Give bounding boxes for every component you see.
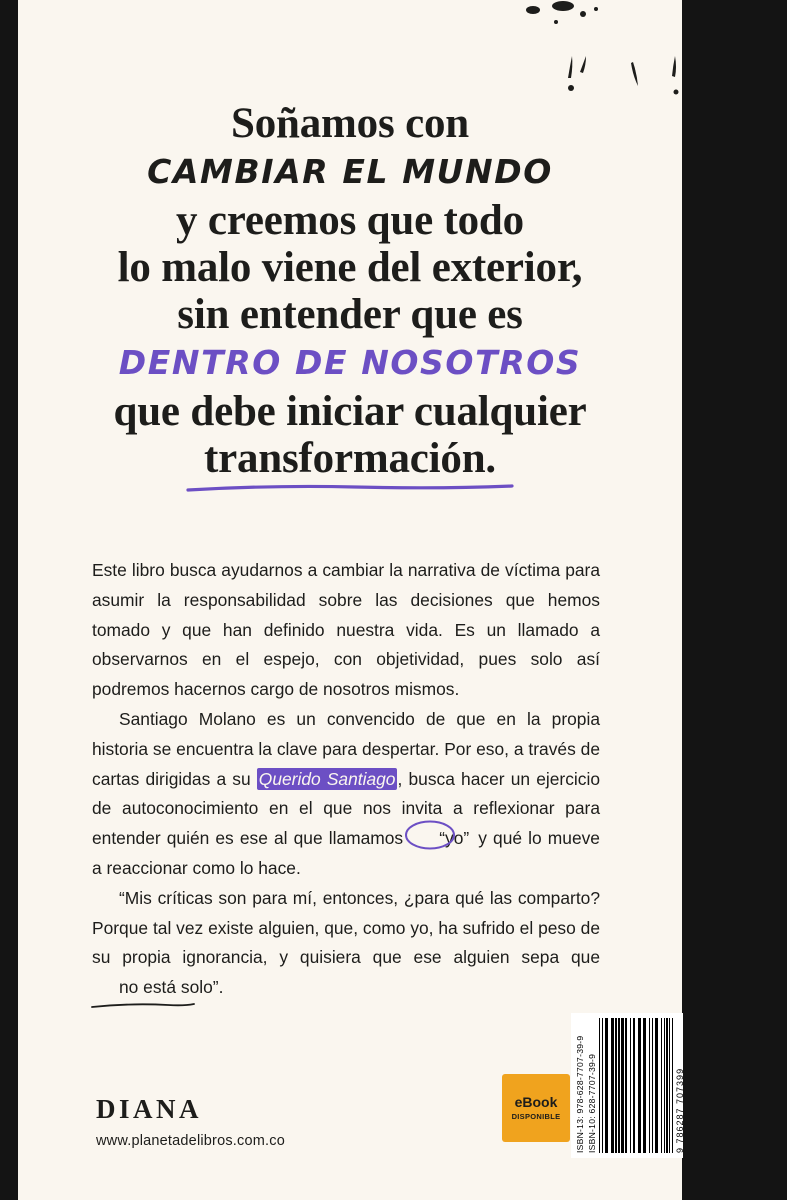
headline-line-3: y creemos que todo	[176, 197, 524, 244]
headline-quote	[18, 100, 682, 493]
barcode-bars-wrap	[599, 1018, 673, 1153]
back-cover-blurb	[92, 556, 600, 1003]
highlighted-book-title: Querido Santiago	[258, 768, 396, 789]
blurb-p2-part-c: y qué lo mueve a reaccionar como lo hace.	[92, 828, 600, 878]
underlined-phrase	[92, 973, 213, 1003]
ebook-available-badge	[502, 1074, 570, 1142]
ebook-badge-title: eBook	[514, 1093, 558, 1110]
hand-drawn-underline-icon	[90, 1002, 196, 1010]
blurb-paragraph-2	[92, 705, 600, 884]
circled-word-yo	[409, 824, 472, 854]
barcode-bars	[599, 1018, 673, 1153]
blurb-p2-part-a: Santiago Molano es un convencido de que en la propia historia se encuentra la clave para despertar. Por eso, a través de cartas dirigidas a su	[92, 708, 600, 789]
blurb-p3-part-a: “Mis críticas son para mí, entonces, ¿para qué las comparto? Porque tal vez existe alguien, que, como yo, ha sufrido el peso de su propia ignorancia, y quisiera que ese alguien sepa que	[92, 887, 600, 968]
headline-underline-stroke	[185, 484, 515, 493]
blurb-p3-part-b: ”.	[212, 977, 224, 998]
blurb-paragraph-1: Este libro busca ayudarnos a cambiar la narrativa de víctima para asumir la responsabilidad sobre las decisiones que hemos tomado y que han definido nuestra vida. Es un llamado a observarnos en el espejo, con objetividad, pues solo así podremos hacernos cargo de nosotros mismos.	[92, 560, 600, 700]
headline-line-5: sin entender que es	[177, 291, 523, 338]
barcode-bar	[672, 1018, 673, 1153]
headline-line-2: CAMBIAR EL MUNDO	[147, 152, 553, 191]
barcode-block	[571, 1013, 683, 1158]
headline-line-1: Soñamos con	[231, 100, 469, 147]
headline-line-4: lo malo viene del exterior,	[117, 244, 583, 291]
isbn-labels	[575, 1018, 599, 1153]
ebook-badge-subtitle: DISPONIBLE	[511, 1112, 561, 1122]
right-edge-strip	[682, 0, 787, 1200]
underlined-phrase-text: no está solo	[119, 977, 213, 998]
left-edge-strip	[0, 0, 18, 1200]
isbn13-label: ISBN-13: 978-628-7707-39-9	[575, 1035, 585, 1153]
headline-line-6: DENTRO DE NOSOTROS	[118, 343, 582, 382]
headline-line-7: que debe iniciar cualquier	[113, 388, 587, 435]
publisher-website[interactable]: www.planetadelibros.com.co	[96, 1133, 285, 1149]
publisher-block	[96, 1094, 285, 1149]
blurb-paragraph-3	[92, 884, 600, 1003]
blurb-p2-part-b: , busca hacer un ejercicio de autoconocimiento en el que nos invita a reflexionar para entender quién es ese al que llamamos	[92, 768, 600, 849]
isbn10-label: ISBN-10: 628-7707-39-9	[587, 1053, 597, 1153]
publisher-logo-text: DIANA	[96, 1094, 203, 1124]
ean-number-label: 9 786287 707399	[675, 1067, 685, 1153]
circled-word-text: “yo”	[439, 828, 470, 849]
ink-splatter-decoration	[500, 0, 710, 115]
headline-line-8: transformación.	[204, 435, 496, 482]
